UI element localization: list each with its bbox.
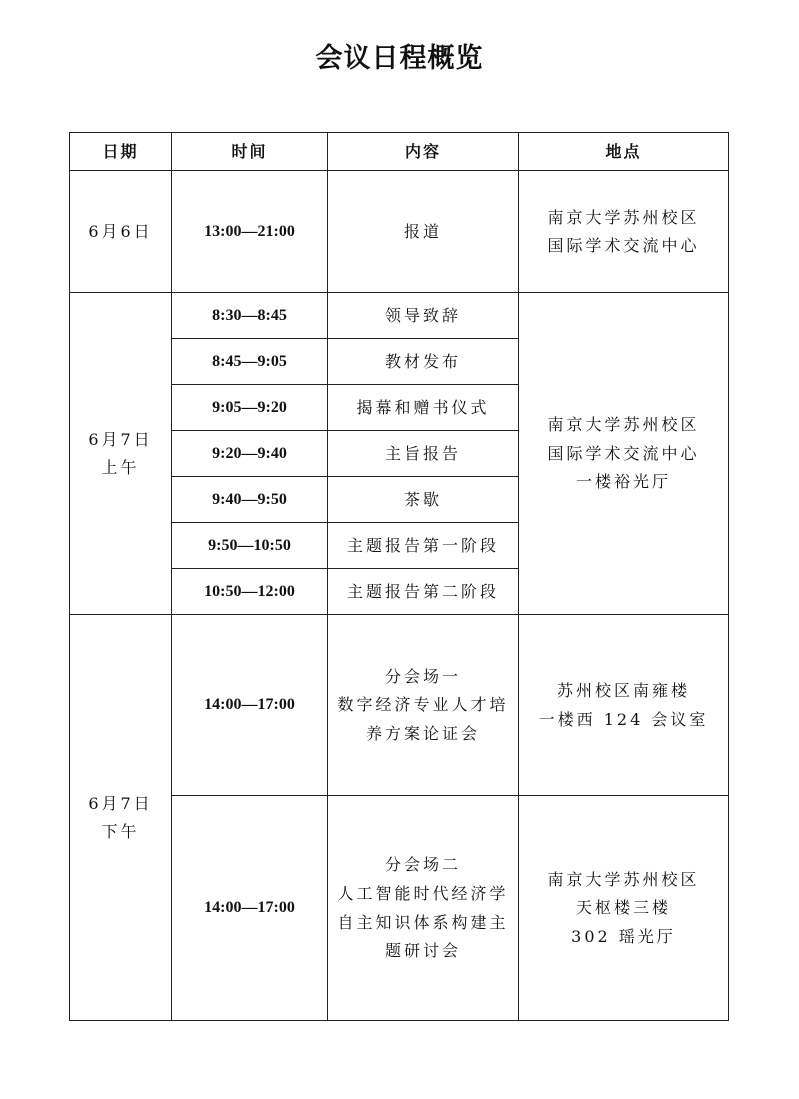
location-line: 一楼裕光厅	[575, 472, 671, 492]
content-line: 人工智能时代经济学	[337, 883, 509, 903]
content-cell: 主题报告第二阶段	[328, 569, 519, 615]
location-line: 302 瑶光厅	[571, 926, 676, 946]
location-line: 一楼西 124 会议室	[538, 709, 709, 729]
header-time: 时间	[172, 133, 328, 171]
header-date: 日期	[70, 133, 172, 171]
header-row	[70, 133, 729, 171]
date-cell	[70, 293, 172, 615]
time-cell: 9:50—10:50	[172, 523, 328, 569]
location-line: 苏州校区南雍楼	[556, 680, 690, 700]
content-line: 自主知识体系构建主	[337, 912, 509, 932]
location-line: 南京大学苏州校区	[547, 415, 700, 435]
time-cell: 8:30—8:45	[172, 293, 328, 339]
date-cell: 6月6日	[70, 171, 172, 293]
schedule-table	[69, 132, 729, 1021]
time-cell: 9:40—9:50	[172, 477, 328, 523]
table-row	[70, 171, 729, 293]
page-title: 会议日程概览	[315, 43, 484, 74]
content-cell: 领导致辞	[328, 293, 519, 339]
content-line: 数字经济专业人才培	[337, 695, 509, 715]
header-content: 内容	[328, 133, 519, 171]
table-row	[70, 615, 729, 796]
location-line: 国际学术交流中心	[547, 235, 700, 255]
time-cell: 8:45—9:05	[172, 339, 328, 385]
location-cell	[519, 796, 729, 1021]
table-row	[70, 293, 729, 339]
time-cell: 13:00—21:00	[172, 171, 328, 293]
location-line: 天枢楼三楼	[575, 898, 671, 918]
content-line: 分会场一	[384, 666, 461, 686]
date-line: 6月7日	[88, 793, 153, 813]
location-cell	[519, 293, 729, 615]
content-cell: 主题报告第一阶段	[328, 523, 519, 569]
header-location: 地点	[519, 133, 729, 171]
time-cell: 9:20—9:40	[172, 431, 328, 477]
location-line: 南京大学苏州校区	[547, 869, 700, 889]
date-line: 6月7日	[88, 429, 153, 449]
content-cell: 主旨报告	[328, 431, 519, 477]
time-cell: 9:05—9:20	[172, 385, 328, 431]
content-cell: 茶歇	[328, 477, 519, 523]
time-cell: 14:00—17:00	[172, 615, 328, 796]
content-line: 分会场二	[384, 855, 461, 875]
date-line: 上午	[101, 457, 140, 477]
location-line: 国际学术交流中心	[547, 443, 700, 463]
date-line: 下午	[101, 821, 140, 841]
content-cell	[328, 796, 519, 1021]
time-cell: 10:50—12:00	[172, 569, 328, 615]
location-line: 南京大学苏州校区	[547, 207, 700, 227]
location-cell	[519, 171, 729, 293]
content-cell: 报道	[328, 171, 519, 293]
date-cell	[70, 615, 172, 1021]
content-line: 养方案论证会	[365, 723, 480, 743]
content-line: 题研讨会	[384, 941, 461, 961]
time-cell: 14:00—17:00	[172, 796, 328, 1021]
content-cell	[328, 615, 519, 796]
content-cell: 教材发布	[328, 339, 519, 385]
content-cell: 揭幕和赠书仪式	[328, 385, 519, 431]
location-cell	[519, 615, 729, 796]
